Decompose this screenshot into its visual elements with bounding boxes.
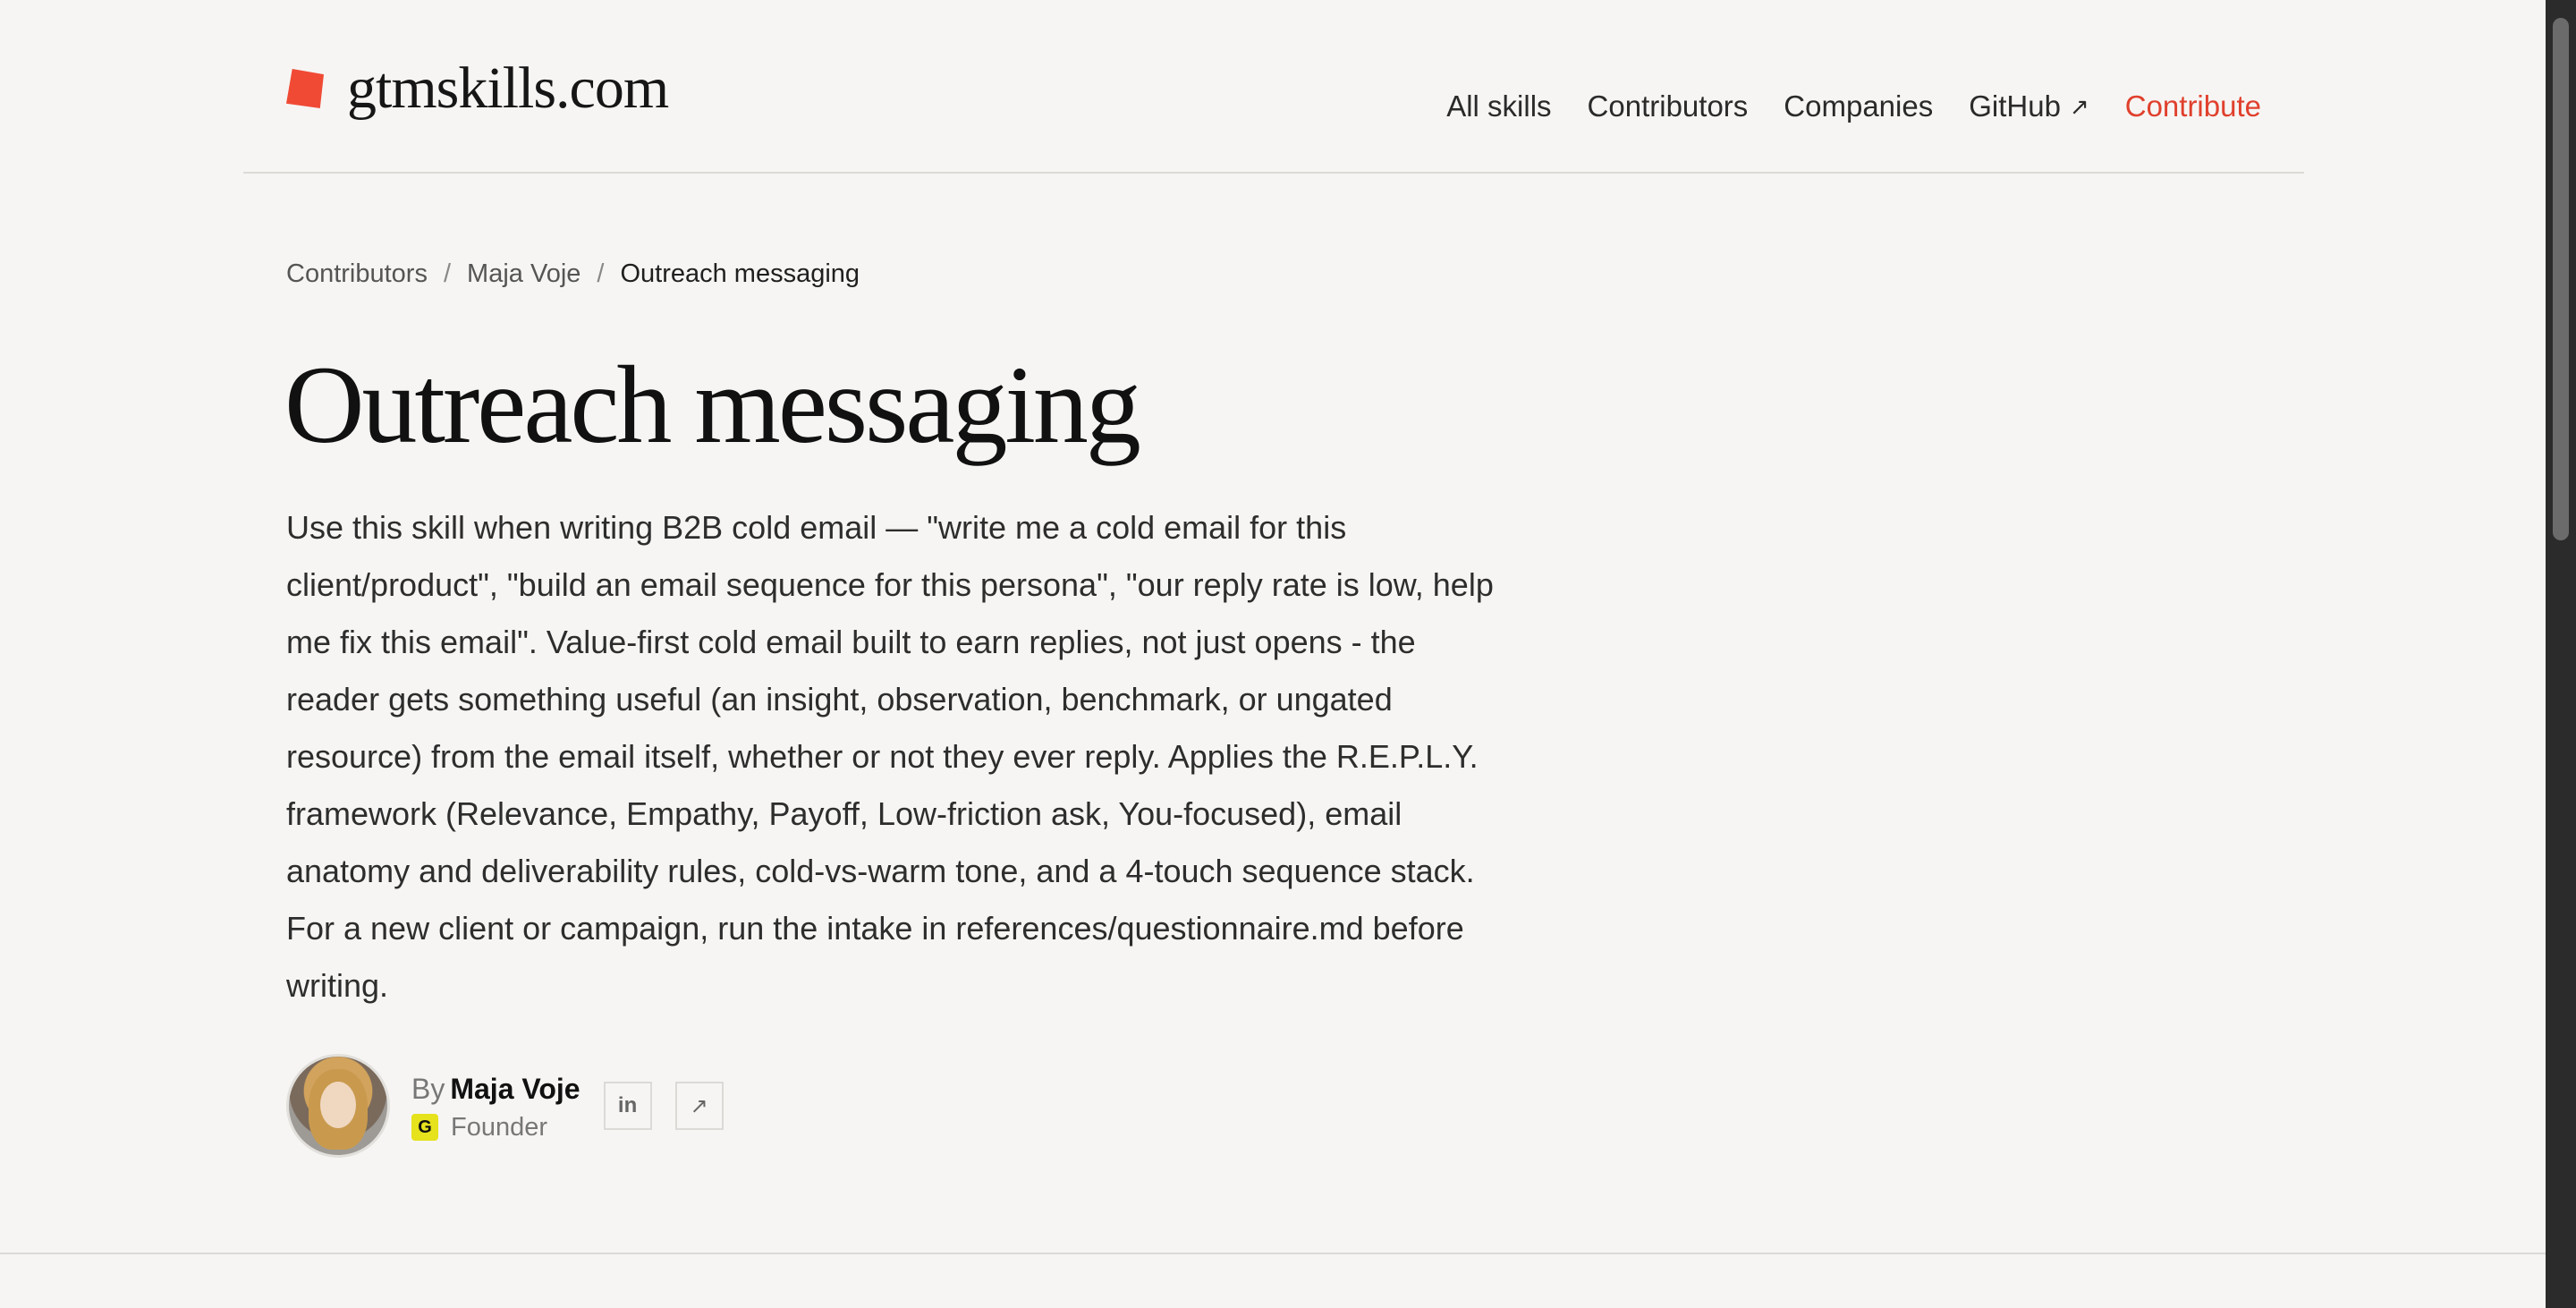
site-logo[interactable] [286,55,669,121]
nav-github[interactable] [1969,86,2089,127]
skill-description: Use this skill when writing B2B cold email — "write me a cold email for this client/product", "build an email sequence for this persona", "our reply rate is low, help me fix this email". Value-first cold email built to earn replies, not just opens - the reader gets something useful (an insight, observation, benchmark, or ungated resource) from the email itself, whether or not they ever reply. Applies the R.E.P.L.Y. framework (Relevance, Empathy, Payoff, Low-friction ask, You-focused), email anatomy and deliverability rules, cold-vs-warm tone, and a 4-touch sequence stack. For a new client or campaign, run the intake in references/questionnaire.md before writing. [286,509,1494,1004]
author-role: Founder [451,1112,548,1142]
author-card [286,1054,724,1158]
site-header [243,0,2304,174]
nav-contribute[interactable]: Contribute [2124,89,2261,123]
author-role-line [411,1113,580,1142]
breadcrumb-current: Outreach messaging [620,259,860,288]
breadcrumb-separator: / [597,259,605,288]
external-link-icon: ↗ [2069,93,2089,120]
breadcrumb-contributors[interactable]: Contributors [286,259,428,288]
avatar-face [320,1082,356,1128]
breadcrumb-separator: / [443,259,452,288]
nav-github-label: GitHub [1969,89,2061,123]
breadcrumb [286,259,860,289]
scrollbar[interactable] [2546,0,2576,1308]
logo-mark-icon [286,69,324,108]
breadcrumb-maja-voje[interactable]: Maja Voje [467,259,581,288]
external-link-icon[interactable]: ↗ [675,1082,724,1130]
scrollbar-thumb[interactable] [2553,18,2569,540]
linkedin-icon[interactable]: in [604,1082,652,1130]
logo-text: gtmskills.com [347,55,669,121]
company-badge-icon: G [411,1114,438,1141]
page-title: Outreach messaging [284,344,1139,466]
avatar[interactable] [286,1054,390,1158]
section-divider [0,1253,2546,1254]
author-info [411,1070,580,1142]
nav-all-skills[interactable]: All skills [1446,89,1552,123]
nav-companies[interactable]: Companies [1784,89,1934,123]
author-name[interactable]: Maja Voje [450,1072,580,1105]
main-nav [1411,86,2261,127]
nav-contributors[interactable]: Contributors [1587,89,1749,123]
author-byline [411,1070,580,1108]
by-label: By [411,1072,445,1105]
